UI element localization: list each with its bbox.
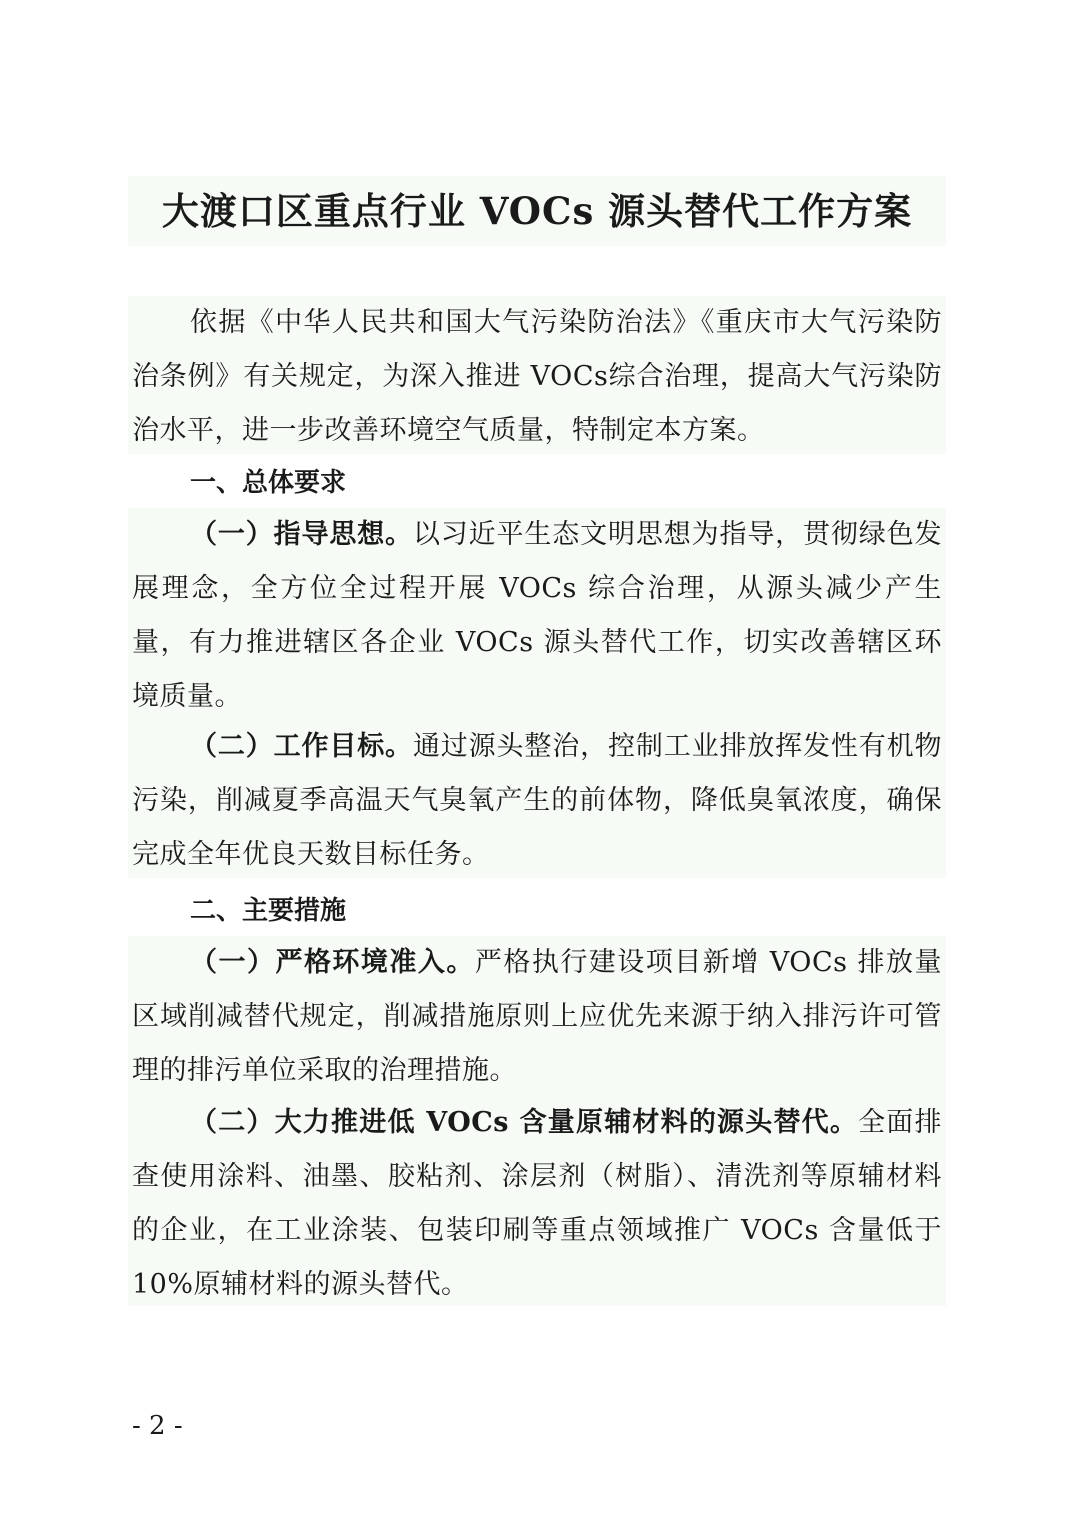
document-title: 大渡口区重点行业 VOCs 源头替代工作方案 <box>128 176 946 246</box>
section-2-item-1 <box>132 936 942 1098</box>
section-2-item-1-lead: （一）严格环境准入。 <box>190 947 475 978</box>
section-2-item-2-text: 全面排查使用涂料、油墨、胶粘剂、涂层剂（树脂）、清洗剂等原辅材料的企业，在工业涂装、包装印刷等重点领域推广 VOCs 含量低于 10%原辅材料的源头替代。 <box>132 1107 943 1300</box>
section-2-heading: 二、主要措施 <box>190 896 347 926</box>
intro-paragraph <box>132 296 942 458</box>
section-1-heading: 一、总体要求 <box>190 468 347 498</box>
intro-text: 依据《中华人民共和国大气污染防治法》《重庆市大气污染防治条例》有关规定，为深入推进 VOCs综合治理，提高大气污染防治水平，进一步改善环境空气质量，特制定本方案。 <box>132 307 942 446</box>
section-1-item-1-lead: （一）指导思想。 <box>190 519 413 550</box>
section-1-item-2 <box>132 720 942 882</box>
section-1-item-1 <box>132 508 942 724</box>
section-2-item-1-text: 严格执行建设项目新增 VOCs 排放量区域削减替代规定，削减措施原则上应优先来源于纳入排污许可管理的排污单位采取的治理措施。 <box>132 947 942 1086</box>
section-1-item-1-text: 以习近平生态文明思想为指导，贯彻绿色发展理念，全方位全过程开展 VOCs 综合治理，从源头减少产生量，有力推进辖区各企业 VOCs 源头替代工作，切实改善辖区环境质量。 <box>132 519 943 712</box>
section-2-item-2 <box>132 1096 942 1312</box>
section-2-item-2-lead: （二）大力推进低 VOCs 含量原辅材料的源头替代。 <box>190 1107 859 1138</box>
page-number: - 2 - <box>132 1411 183 1441</box>
section-1-item-2-text: 通过源头整治，控制工业排放挥发性有机物污染，削减夏季高温天气臭氧产生的前体物，降低臭氧浓度，确保完成全年优良天数目标任务。 <box>132 731 943 870</box>
section-1-item-2-lead: （二）工作目标。 <box>190 731 413 762</box>
